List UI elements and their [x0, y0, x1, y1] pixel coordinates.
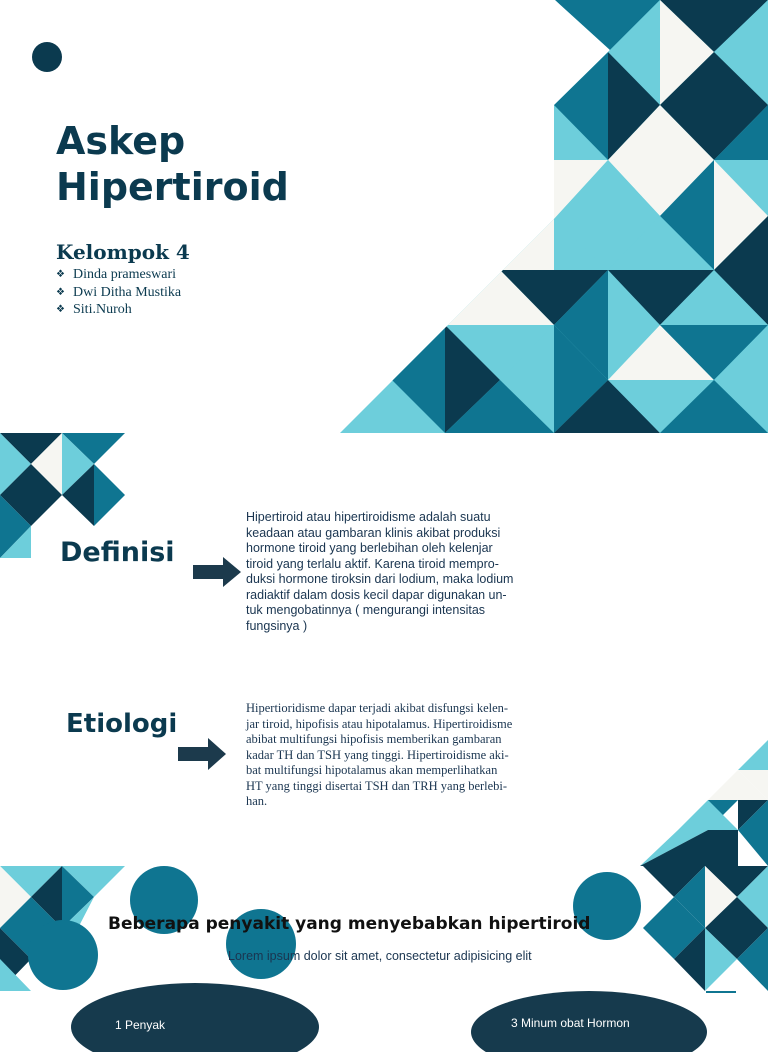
member-item — [56, 266, 181, 284]
definisi-line: radiaktif dalam dosis kecil dapar digunakan un- — [246, 587, 507, 602]
definisi-title: Definisi — [60, 537, 175, 568]
slide-causes — [0, 866, 768, 1032]
diamond-bullet-icon: ❖ — [56, 304, 65, 315]
definisi-line: tuk mengobatinnya ( mengurangi intensitas — [246, 603, 486, 617]
geometric-triangle-pattern — [0, 0, 768, 433]
pill-left-label: 1 Penyak — [115, 1018, 166, 1032]
diamond-bullet-icon: ❖ — [56, 286, 65, 298]
diamond-bullet-icon: ❖ — [56, 269, 65, 280]
etiologi-title: Etiologi — [66, 709, 178, 739]
definisi-line: Hipertiroid atau hipertiroidisme adalah suatu — [246, 510, 491, 524]
causes-subtitle: Lorem ipsum dolor sit amet, consectetur adipisicing elit — [228, 949, 532, 963]
right-arrow-icon — [193, 557, 241, 587]
etiologi-line: abibat multifungsi hipofisis memberikan gambaran — [246, 732, 502, 746]
definisi-line: keadaan atau gambaran klinis akibat produksi — [246, 525, 501, 540]
group-heading: Kelompok 4 — [56, 240, 190, 264]
member-name: Dinda prameswari — [73, 267, 177, 282]
definisi-paragraph — [246, 510, 536, 634]
etiologi-line: Hipertioridisme dapar terjadi akibat disfungsi kelen- — [246, 701, 509, 715]
presentation-title — [56, 118, 289, 210]
definisi-line: tiroid yang terlalu aktif. Karena tiroid mempro- — [246, 556, 499, 571]
right-arrow-icon — [178, 738, 226, 770]
pill-shape-left — [70, 982, 320, 1052]
etiologi-line: HT yang tinggi disertai TSH dan TRH yang berlebi- — [246, 778, 508, 793]
member-item — [56, 284, 181, 302]
definisi-line: duksi hormone tiroksin dari lodium, maka lodium — [246, 572, 514, 586]
member-name: Dwi Ditha Mustika — [73, 284, 182, 300]
etiologi-line: kadar TH dan TSH yang tinggi. Hipertiroidisme aki- — [246, 747, 509, 762]
member-list — [56, 266, 181, 319]
title-line-2: Hipertiroid — [56, 165, 289, 209]
title-line-1: Askep — [56, 119, 186, 163]
etiologi-paragraph — [246, 701, 536, 810]
definisi-line: fungsinya ) — [246, 618, 308, 633]
etiologi-line: jar tiroid, hipofisis atau hipotalamus. Hipertiroidisme — [246, 716, 513, 731]
slide-definition — [0, 433, 768, 866]
slide-title — [0, 0, 768, 433]
definisi-line: hormone tiroid yang berlebihan oleh kelenjar — [246, 541, 493, 555]
etiologi-line: han. — [246, 794, 268, 808]
pill-right-label: 3 Minum obat Hormon — [511, 1016, 630, 1030]
geometric-corner-right — [640, 740, 768, 866]
member-item — [56, 301, 181, 319]
causes-title: Beberapa penyakit yang menyebabkan hipertiroid — [108, 914, 591, 934]
etiologi-line: bat multifungsi hipotalamus akan memperlihatkan — [246, 763, 498, 777]
member-name: Siti.Nuroh — [73, 302, 132, 317]
